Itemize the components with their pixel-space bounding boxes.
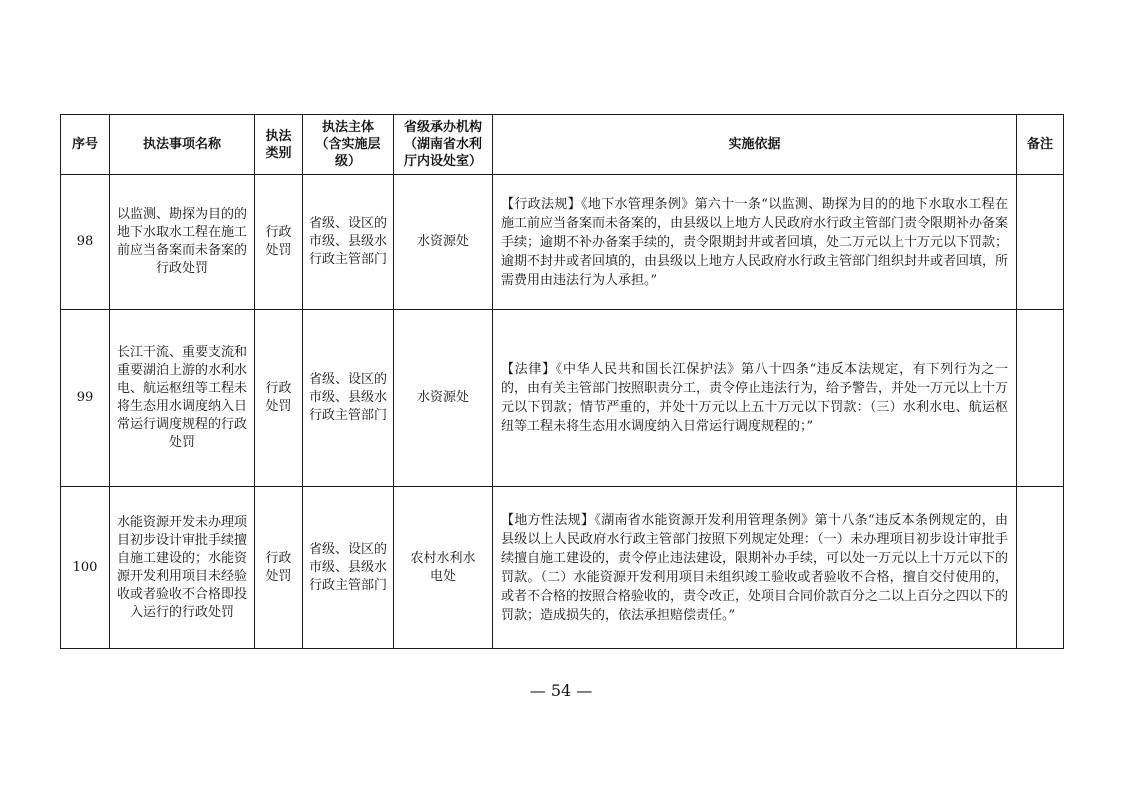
header-subject: 执法主体（含实施层级） — [303, 115, 394, 175]
cell-seq: 100 — [61, 487, 110, 649]
cell-category: 行政处罚 — [255, 175, 303, 310]
header-remark: 备注 — [1017, 115, 1064, 175]
enforcement-table — [60, 114, 1064, 649]
cell-seq: 98 — [61, 175, 110, 310]
cell-basis: 【行政法规】《地下水管理条例》第六十一条“以监测、勘探为目的的地下水取水工程在施工前应当备案而未备案的，由县级以上地方人民政府水行政主管部门责令限期补办备案手续；逾期不补办备案手续的，责令限期封井或者回填，处二万元以上十万元以下罚款；逾期不封井或者回填的，由县级以上地方人民政府水行政主管部门组织封井或者回填，所需费用由违法行为人承担。” — [493, 175, 1017, 310]
table-header-row — [61, 115, 1064, 175]
cell-remark — [1017, 487, 1064, 649]
cell-name: 以监测、勘探为目的的地下水取水工程在施工前应当备案而未备案的行政处罚 — [110, 175, 255, 310]
header-seq: 序号 — [61, 115, 110, 175]
cell-category: 行政处罚 — [255, 487, 303, 649]
header-office: 省级承办机构（湖南省水利厅内设处室） — [394, 115, 493, 175]
table-row — [61, 175, 1064, 310]
cell-category: 行政处罚 — [255, 310, 303, 487]
cell-name: 长江干流、重要支流和重要湖泊上游的水利水电、航运枢纽等工程未将生态用水调度纳入日常运行调度规程的行政处罚 — [110, 310, 255, 487]
header-category: 执法类别 — [255, 115, 303, 175]
cell-subject: 省级、设区的市级、县级水行政主管部门 — [303, 487, 394, 649]
cell-office: 水资源处 — [394, 175, 493, 310]
header-basis: 实施依据 — [493, 115, 1017, 175]
cell-remark — [1017, 310, 1064, 487]
cell-subject: 省级、设区的市级、县级水行政主管部门 — [303, 310, 394, 487]
cell-office: 水资源处 — [394, 310, 493, 487]
cell-office: 农村水利水电处 — [394, 487, 493, 649]
header-name: 执法事项名称 — [110, 115, 255, 175]
table-row — [61, 487, 1064, 649]
cell-subject: 省级、设区的市级、县级水行政主管部门 — [303, 175, 394, 310]
cell-name: 水能资源开发未办理项目初步设计审批手续擅自施工建设的；水能资源开发利用项目未经验收或者验收不合格即投入运行的行政处罚 — [110, 487, 255, 649]
cell-basis: 【地方性法规】《湖南省水能资源开发利用管理条例》第十八条“违反本条例规定的，由县级以上人民政府水行政主管部门按照下列规定处理：（一）未办理项目初步设计审批手续擅自施工建设的，责令停止违法建设，限期补办手续，可以处一万元以上十万元以下的罚款。（二）水能资源开发利用项目未组织竣工验收或者验收不合格，擅自交付使用的，或者不合格的按照合格验收的，责令改正，处项目合同价款百分之二以上百分之四以下的罚款；造成损失的，依法承担赔偿责任。” — [493, 487, 1017, 649]
cell-remark — [1017, 175, 1064, 310]
cell-seq: 99 — [61, 310, 110, 487]
page-number: — 54 — — [529, 681, 593, 700]
cell-basis: 【法律】《中华人民共和国长江保护法》第八十四条“违反本法规定，有下列行为之一的，由有关主管部门按照职责分工，责令停止违法行为，给予警告，并处一万元以上十万元以下罚款；情节严重的，并处十万元以上五十万元以下罚款：（三）水利水电、航运枢纽等工程未将生态用水调度纳入日常运行调度规程的；” — [493, 310, 1017, 487]
table-row — [61, 310, 1064, 487]
